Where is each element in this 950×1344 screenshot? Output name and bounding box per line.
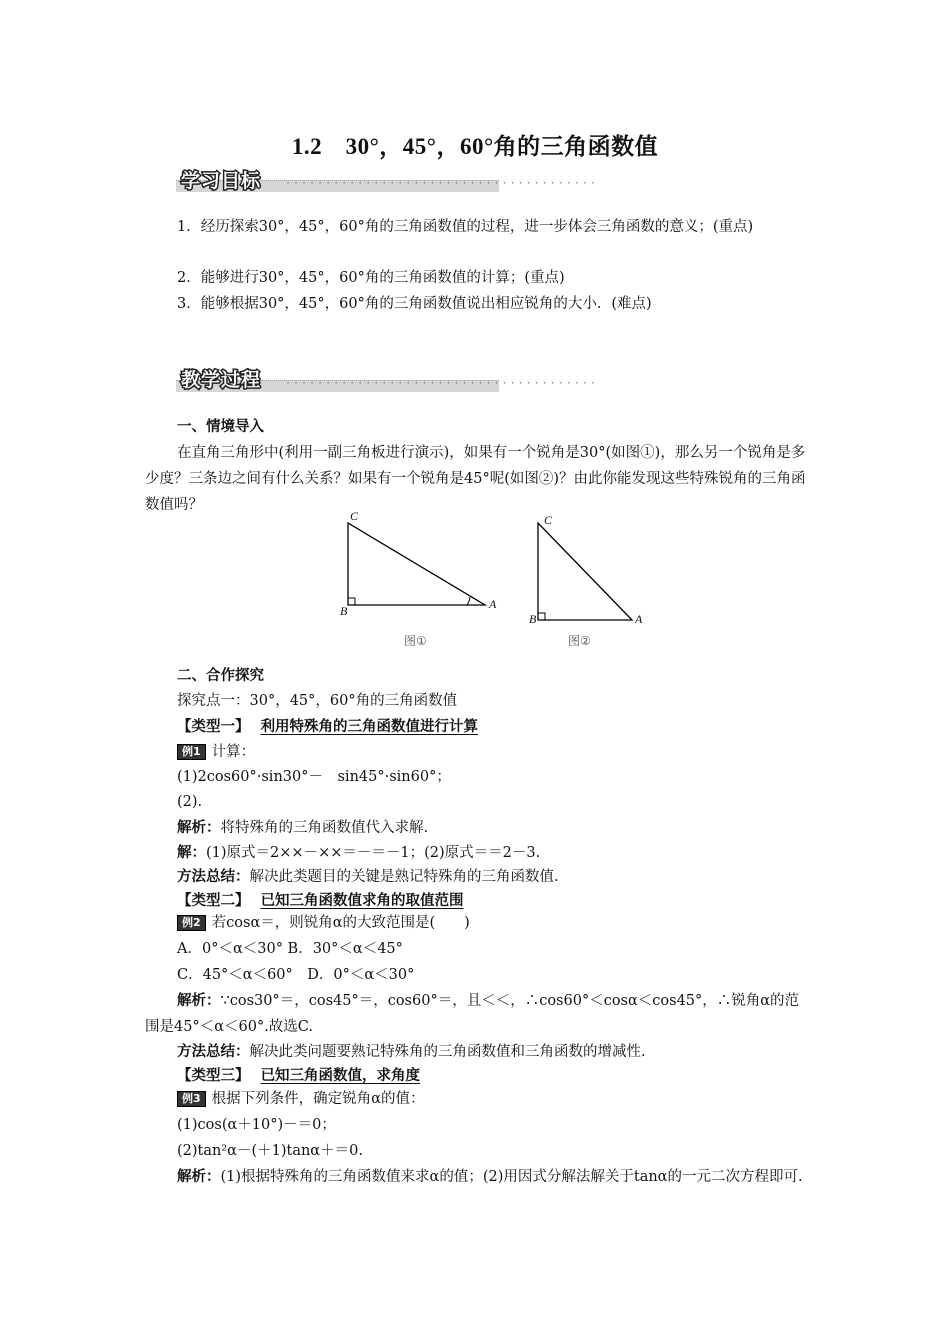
figure-caption: 图② [568, 634, 591, 648]
analysis-label: 解析： [177, 1169, 221, 1185]
type-title: 已知三角函数值，求角度 [260, 1068, 421, 1084]
example-line [177, 739, 839, 765]
example-badge: 例3 [177, 1091, 206, 1107]
intro-text: 在直角三角形中(利用一副三角板进行演示)，如果有一个锐角是30°(如图①)，那么另一个锐角是多少度？三条边之间有什么关系？如果有一个锐角是45°呢(如图②)？由此你能发现这些特殊锐角的三角函数值吗？ [145, 445, 806, 513]
analysis-text: (1)根据特殊角的三角函数值来求α的值；(2)用因式分解法解关于tanα的一元二次方程即可. [220, 1169, 803, 1185]
banner-dots: ······································· [285, 178, 598, 189]
example-badge: 例2 [177, 915, 206, 931]
example-prompt: 根据下列条件，确定锐角α的值： [211, 1091, 425, 1107]
type-tag: 【类型三】 [177, 1068, 250, 1084]
triangle-30deg [348, 523, 485, 605]
section-banner-goals: 学习目标 [181, 170, 262, 192]
example-prompt: 计算： [211, 744, 256, 760]
type-tag: 【类型一】 [177, 719, 250, 735]
option-line: A．0°＜α＜30° B．30°＜α＜45° [177, 941, 403, 957]
explore-point: 探究点一：30°，45°，60°角的三角函数值 [177, 693, 458, 709]
summary-label: 方法总结： [177, 869, 250, 885]
summary-line [177, 1039, 839, 1065]
section-banner-process: 教学过程 [181, 369, 262, 391]
explore-heading: 二、合作探究 [177, 668, 264, 684]
vertex-label-c: C [350, 509, 359, 523]
example-badge: 例1 [177, 744, 206, 760]
example-line [177, 910, 839, 936]
example-question: (2). [177, 794, 203, 810]
example-question: (1)2cos60°·sin30°－ sin45°·sin60°； [177, 769, 451, 785]
summary-text: 解决此类问题要熟记特殊角的三角函数值和三角函数的增减性. [249, 1044, 646, 1060]
type-title: 利用特殊角的三角函数值进行计算 [260, 719, 479, 735]
summary-text: 解决此类题目的关键是熟记特殊角的三角函数值. [249, 869, 559, 885]
analysis-line [145, 988, 807, 1040]
solution-label: 解： [177, 845, 206, 861]
type-title: 已知三角函数值求角的取值范围 [260, 893, 464, 909]
example-question: (1)cos(α＋10°)－＝0； [177, 1117, 336, 1133]
intro-heading: 一、情境导入 [177, 419, 264, 435]
figure-caption: 图① [404, 634, 427, 648]
analysis-line [145, 1164, 807, 1190]
analysis-label: 解析： [177, 993, 221, 1009]
angle-arc-mark [467, 597, 470, 605]
solution-line [177, 840, 839, 866]
type-tag: 【类型二】 [177, 893, 250, 909]
type-heading [177, 714, 839, 740]
banner-dots: ······································· [285, 378, 598, 389]
vertex-label-c: C [544, 513, 553, 527]
vertex-label-a: A [635, 612, 643, 626]
analysis-line [177, 815, 839, 841]
page-title: 1.2 30°，45°，60°角的三角函数值 [291, 134, 659, 159]
goal-item: 1．经历探索30°，45°，60°角的三角函数值的过程，进一步体会三角函数的意义；(重点) [177, 219, 754, 235]
goal-item: 3．能够根据30°，45°，60°角的三角函数值说出相应锐角的大小．(难点) [177, 296, 652, 312]
example-prompt: 若cosα＝，则锐角α的大致范围是( ) [211, 915, 470, 931]
vertex-label-a: A [489, 597, 497, 611]
triangle-figures [330, 508, 660, 653]
right-angle-mark [348, 598, 355, 605]
analysis-label: 解析： [177, 820, 221, 836]
summary-label: 方法总结： [177, 1044, 250, 1060]
triangle-45deg [538, 523, 632, 620]
option-line: C．45°＜α＜60° D．0°＜α＜30° [177, 967, 415, 983]
summary-line [177, 864, 839, 890]
example-line [177, 1086, 839, 1112]
vertex-label-b: B [340, 604, 348, 618]
vertex-label-b: B [529, 612, 537, 626]
solution-text: (1)原式＝2××－××＝－＝－1；(2)原式＝＝2－3. [206, 845, 541, 861]
analysis-text: 将特殊角的三角函数值代入求解. [220, 820, 429, 836]
analysis-text: ∵cos30°＝，cos45°＝，cos60°＝，且＜＜，∴cos60°＜cosα＜cos45°，∴锐角α的范围是45°＜α＜60°.故选C. [145, 993, 800, 1035]
goal-item: 2．能够进行30°，45°，60°角的三角函数值的计算；(重点) [177, 270, 565, 286]
example-question: (2)tan²α－(＋1)tanα＋＝0. [177, 1143, 363, 1159]
right-angle-mark [538, 613, 545, 620]
